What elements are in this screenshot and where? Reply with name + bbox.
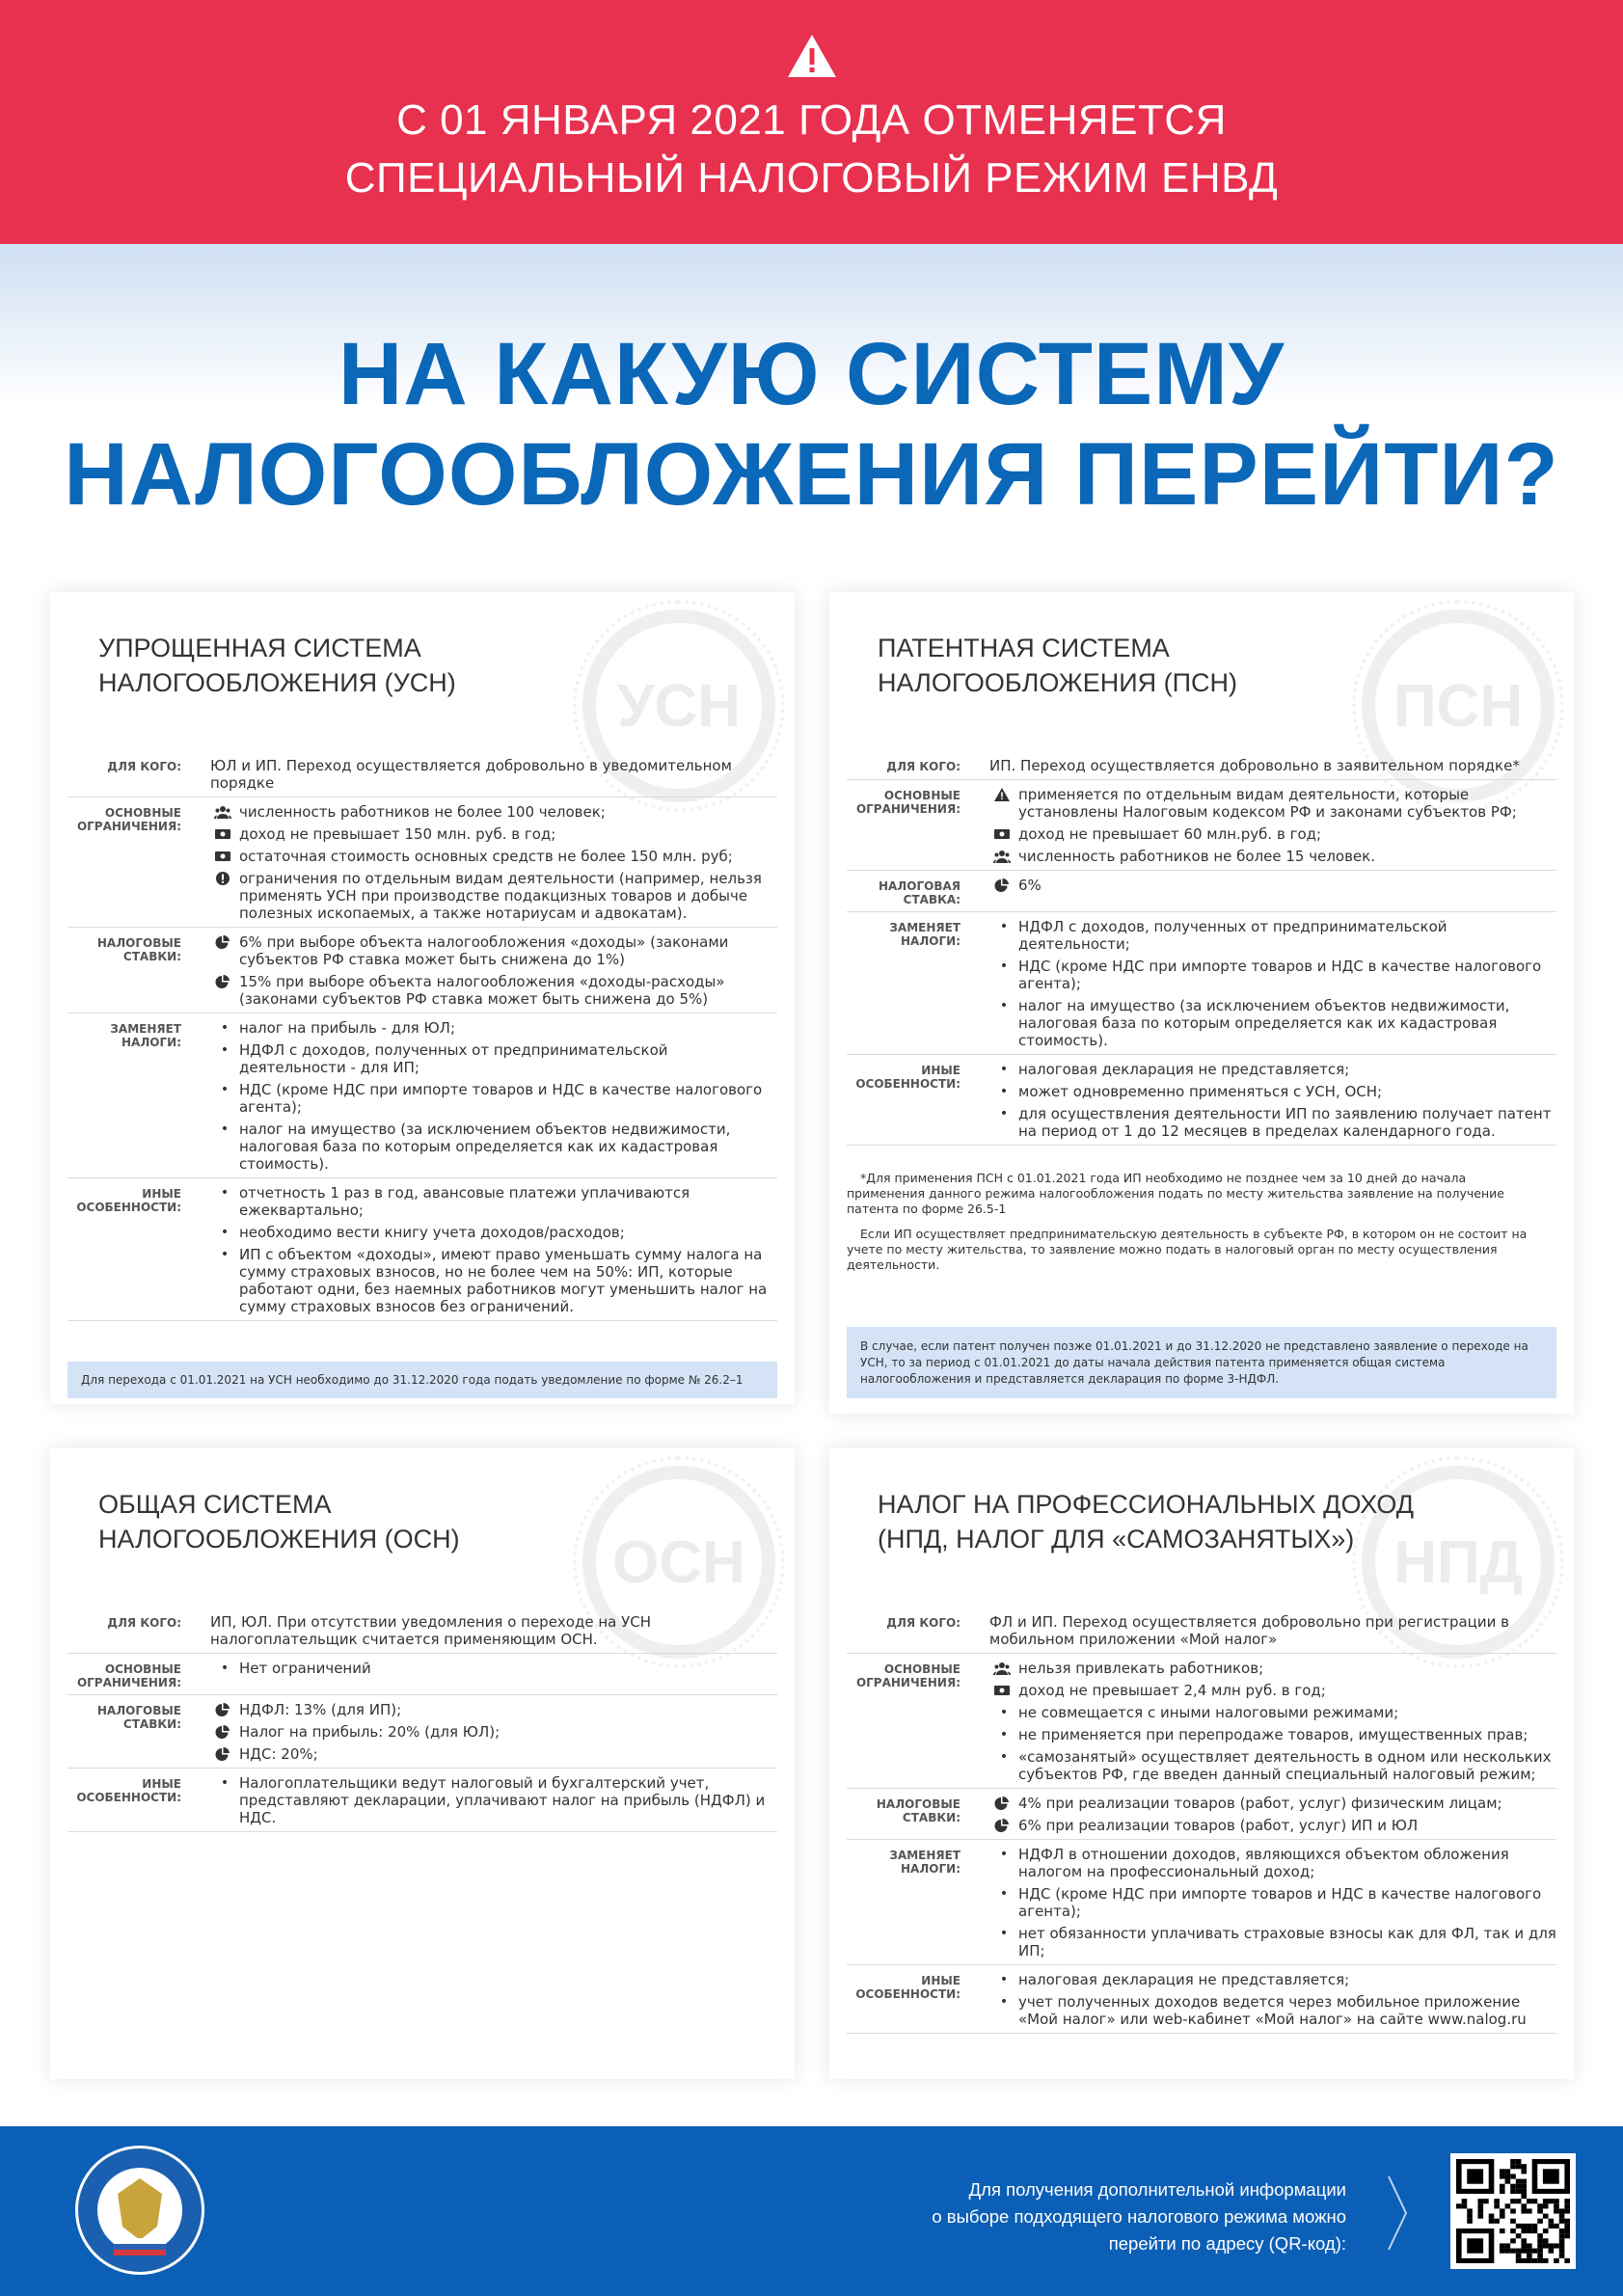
info-row (68, 797, 777, 928)
row-label: ОСНОВНЫЕ ОГРАНИЧЕНИЯ: (76, 1662, 181, 1689)
bullet-icon: • (220, 1661, 230, 1676)
row-content (187, 1701, 777, 1763)
pie-icon (210, 973, 239, 1008)
list-item (210, 1081, 777, 1116)
list-item (989, 1795, 1556, 1812)
item-text: применяется по отдельным видам деятельности, которые установлены Налоговым кодексом РФ и законами субъектов РФ; (1018, 786, 1517, 821)
row-label: НАЛОГОВЫЕ СТАВКИ: (876, 1797, 960, 1824)
bullet-icon: • (999, 1847, 1009, 1862)
item-text: учет полученных доходов ведется через мобильное приложение «Мой налог» или web-кабинет «Мой налог» на сайте www.nalog.ru (1018, 1993, 1527, 2028)
list-item (989, 997, 1556, 1049)
item-text: 6% (1018, 877, 1041, 894)
list-item (989, 958, 1556, 992)
row-label: ОСНОВНЫЕ ОГРАНИЧЕНИЯ: (855, 1662, 960, 1689)
card-npd (829, 1448, 1574, 2079)
item-text: НДС (кроме НДС при импорте товаров и НДС в качестве налогового агента); (1018, 958, 1542, 992)
bullet-icon: • (999, 998, 1009, 1013)
list-item (989, 1726, 1556, 1743)
item-text: доход не превышает 60 млн.руб. в год; (1018, 825, 1322, 843)
money-icon (210, 848, 239, 865)
list-item (989, 1846, 1556, 1880)
money-icon (989, 825, 1018, 843)
pie-icon (210, 1701, 239, 1718)
list-item (989, 786, 1556, 821)
row-content (966, 918, 1556, 1049)
bullet-icon: • (999, 919, 1009, 934)
headline-line-1: НА КАКУЮ СИСТЕМУ (338, 325, 1285, 423)
headline-line-2: НАЛОГООБЛОЖЕНИЯ ПЕРЕЙТИ? (64, 425, 1559, 524)
bullet-icon: • (999, 1062, 1009, 1077)
item-text: налог на имущество (за исключением объектов недвижимости, налоговая база по которым определяется как их кадастровая стоимость). (1018, 997, 1510, 1049)
row-label: НАЛОГОВЫЕ СТАВКИ: (96, 1704, 181, 1731)
info-icon (210, 870, 239, 922)
item-text: «самозанятый» осуществляет деятельность в одном или нескольких субъектов РФ, где введен данный специальный налоговый режим; (1018, 1748, 1552, 1783)
list-item (210, 803, 777, 821)
bullet-icon: • (220, 1225, 230, 1240)
item-text: 15% при выборе объекта налогообложения «доходы-расходы» (законами субъектов РФ ставка может быть снижена до 5%) (239, 973, 725, 1008)
item-text: НДФЛ с доходов, полученных от предпринимательской деятельности - для ИП; (239, 1041, 668, 1076)
info-row (847, 912, 1556, 1055)
bullet-icon: • (220, 1775, 230, 1791)
item-text: 4% при реализации товаров (работ, услуг) физическим лицам; (1018, 1795, 1502, 1812)
psn-seal: ПСН (1362, 609, 1555, 802)
info-row (68, 1607, 777, 1654)
list-item (210, 1660, 777, 1677)
row-text: ФЛ и ИП. Переход осуществляется добровольно при регистрации в мобильном приложении «Мой налог» (989, 1613, 1509, 1648)
bullet-icon: • (999, 1106, 1009, 1121)
item-text: доход не превышает 2,4 млн руб. в год; (1018, 1682, 1326, 1699)
list-item (210, 1184, 777, 1219)
item-text: не применяется при перепродаже товаров, имущественных прав; (1018, 1726, 1528, 1743)
list-item (210, 973, 777, 1008)
info-row (68, 1654, 777, 1695)
row-label: ЗАМЕНЯЕТ НАЛОГИ: (889, 921, 960, 948)
list-item (210, 848, 777, 865)
row-content (187, 803, 777, 922)
banner-line-2: СПЕЦИАЛЬНЫЙ НАЛОГОВЫЙ РЕЖИМ ЕНВД (344, 154, 1279, 202)
npd-seal: НПД (1362, 1466, 1555, 1659)
bullet-icon: • (999, 1926, 1009, 1941)
row-text: ИП. Переход осуществляется добровольно в заявительном порядке* (989, 757, 1520, 774)
item-text: НДФЛ в отношении доходов, являющихся объектом обложения налогом на профессиональный доход; (1018, 1846, 1509, 1880)
row-label: ДЛЯ КОГО: (886, 760, 960, 773)
bullet-icon: • (999, 1886, 1009, 1902)
bullet-icon: • (999, 959, 1009, 974)
list-item (210, 1224, 777, 1241)
bullet-icon: • (999, 1972, 1009, 1987)
list-item (989, 1660, 1556, 1677)
card-usn (50, 592, 795, 1404)
pie-icon (210, 1745, 239, 1763)
bullet-icon: • (220, 1020, 230, 1036)
row-text: ЮЛ и ИП. Переход осуществляется добровольно в уведомительном порядке (210, 757, 732, 792)
pie-icon (989, 877, 1018, 894)
item-text: Налог на прибыль: 20% (для ЮЛ); (239, 1723, 500, 1741)
row-label: ЗАМЕНЯЕТ НАЛОГИ: (889, 1849, 960, 1876)
list-item (210, 1774, 777, 1826)
list-item (210, 1745, 777, 1763)
item-text: налоговая декларация не представляется; (1018, 1971, 1350, 1988)
row-label: ИНЫЕ ОСОБЕННОСТИ: (855, 1974, 960, 2001)
info-row (68, 1769, 777, 1832)
bullet-icon: • (220, 1082, 230, 1097)
row-label: ИНЫЕ ОСОБЕННОСТИ: (855, 1064, 960, 1091)
info-row (847, 1654, 1556, 1789)
row-content (187, 1774, 777, 1826)
money-icon (210, 825, 239, 843)
bullet-icon: • (220, 1042, 230, 1058)
list-item (989, 1061, 1556, 1078)
osn-rows (68, 1607, 777, 1832)
item-text: НДФЛ с доходов, полученных от предпринимательской деятельности; (1018, 918, 1447, 953)
footer (0, 2126, 1623, 2296)
item-text: нельзя привлекать работников; (1018, 1660, 1264, 1677)
item-text: Нет ограничений (239, 1660, 371, 1677)
list-item (210, 933, 777, 968)
row-label: ИНЫЕ ОСОБЕННОСТИ: (76, 1777, 181, 1804)
people-icon (210, 803, 239, 821)
list-item (989, 1704, 1556, 1721)
list-item (989, 918, 1556, 953)
row-content (187, 1660, 777, 1689)
row-label: ДЛЯ КОГО: (886, 1616, 960, 1630)
psn-footnote-2: Если ИП осуществляет предпринимательскую деятельность в субъекте РФ, в котором он не состоит на учете по месту жительства, то заявление можно подать в налоговый орган по месту осуществления деятельности. (847, 1227, 1528, 1272)
list-item (210, 1019, 777, 1037)
list-item (210, 1121, 777, 1173)
pie-icon (210, 1723, 239, 1741)
money-icon (989, 1682, 1018, 1699)
bullet-icon: • (220, 1185, 230, 1201)
info-row (847, 1789, 1556, 1840)
info-row (68, 1178, 777, 1321)
info-row (847, 871, 1556, 912)
info-row (847, 780, 1556, 871)
row-label: НАЛОГОВАЯ СТАВКА: (878, 879, 960, 906)
osn-seal: ОСН (582, 1466, 775, 1659)
list-item (989, 877, 1556, 894)
list-item (989, 1682, 1556, 1699)
alert-banner (0, 0, 1623, 244)
list-item (989, 1993, 1556, 2028)
item-text: налог на имущество (за исключением объектов недвижимости, налоговая база по которым определяется как их кадастровая стоимость). (239, 1121, 731, 1173)
info-row (68, 751, 777, 797)
card-osn (50, 1448, 795, 2079)
item-text: остаточная стоимость основных средств не более 150 млн. руб; (239, 848, 733, 865)
item-text: необходимо вести книгу учета доходов/расходов; (239, 1224, 625, 1241)
item-text: ограничения по отдельным видам деятельности (например, нельзя применять УСН при производстве подакцизных товаров и добыче полезных ископаемых, а также нотариусам и адвокатам). (239, 870, 762, 922)
item-text: ИП с объектом «доходы», имеют право уменьшать сумму налога на сумму страховых взносов, но не более чем на 50%: ИП, которые работают одни, без наемных работников могут уменьшить налог на сумму страховых взносов без ограничений. (239, 1246, 768, 1315)
bullet-icon: • (220, 1247, 230, 1262)
bullet-icon: • (220, 1121, 230, 1137)
info-row (847, 1965, 1556, 2034)
info-row (847, 1055, 1556, 1146)
item-text: доход не превышает 150 млн. руб. в год; (239, 825, 556, 843)
row-content (187, 933, 777, 1008)
row-label: ЗАМЕНЯЕТ НАЛОГИ: (110, 1022, 181, 1049)
item-text: для осуществления деятельности ИП по заявлению получает патент на период от 1 до 12 месяцев в пределах календарного года. (1018, 1105, 1552, 1140)
psn-footnote-1: *Для применения ПСН с 01.01.2021 года ИП необходимо не позднее чем за 10 дней до начала применения данного режима налогообложения подать по месту жительства заявление на получение патента по форме 26.5-1 (847, 1171, 1504, 1216)
row-text: ИП, ЮЛ. При отсутствии уведомления о переходе на УСН налогоплательщик считается применяющим ОСН. (210, 1613, 652, 1648)
row-content (966, 1660, 1556, 1783)
card-title: ОБЩАЯ СИСТЕМА НАЛОГООБЛОЖЕНИЯ (ОСН) (98, 1490, 460, 1553)
banner-line-1: С 01 ЯНВАРЯ 2021 ГОДА ОТМЕНЯЕТСЯ (396, 96, 1227, 144)
pie-icon (989, 1817, 1018, 1834)
row-content (966, 1846, 1556, 1959)
item-text: 6% при выборе объекта налогообложения «доходы» (законами субъектов РФ ставка может быть снижена до 1%) (239, 933, 729, 968)
row-content (966, 1971, 1556, 2028)
item-text: Налогоплательщики ведут налоговый и бухгалтерский учет, представляют декларации, уплачивают налог на прибыль (НДФЛ) и НДС. (239, 1774, 766, 1826)
pie-icon (989, 1795, 1018, 1812)
usn-rows (68, 751, 777, 1321)
row-content (966, 786, 1556, 865)
card-title: УПРОЩЕННАЯ СИСТЕМА НАЛОГООБЛОЖЕНИЯ (УСН) (98, 634, 456, 697)
list-item (989, 1105, 1556, 1140)
list-item (210, 870, 777, 922)
pie-icon (210, 933, 239, 968)
row-content (187, 1184, 777, 1315)
item-text: не совмещается с иными налоговыми режимами; (1018, 1704, 1399, 1721)
chevron-right-icon (1386, 2174, 1409, 2252)
info-row (847, 1840, 1556, 1965)
people-icon (989, 1660, 1018, 1677)
list-item (210, 825, 777, 843)
info-row (68, 1695, 777, 1769)
list-item (210, 1723, 777, 1741)
row-label: ОСНОВНЫЕ ОГРАНИЧЕНИЯ: (855, 789, 960, 816)
item-text: 6% при реализации товаров (работ, услуг) ИП и ЮЛ (1018, 1817, 1419, 1834)
row-content (966, 1613, 1556, 1648)
row-label: ДЛЯ КОГО: (107, 760, 181, 773)
item-text: нет обязанности уплачивать страховые взносы как для ФЛ, так и для ИП; (1018, 1925, 1556, 1959)
fns-emblem-logo (75, 2146, 204, 2275)
info-row (68, 1013, 777, 1178)
item-text: отчетность 1 раз в год, авансовые платежи уплачиваются ежеквартально; (239, 1184, 690, 1219)
bullet-icon: • (999, 1705, 1009, 1720)
row-label: ИНЫЕ ОСОБЕННОСТИ: (76, 1187, 181, 1214)
npd-rows (847, 1607, 1556, 2034)
item-text: НДС (кроме НДС при импорте товаров и НДС в качестве налогового агента); (239, 1081, 763, 1116)
list-item (210, 1701, 777, 1718)
card-psn (829, 592, 1574, 1414)
item-text: численность работников не более 100 человек; (239, 803, 606, 821)
psn-note: В случае, если патент получен позже 01.01.2021 и до 31.12.2020 не представлено заявление о переходе на УСН, то за период с 01.01.2021 до даты начала действия патента применяется общая система налогообложения и представляется декларация по форме 3-НДФЛ. (847, 1327, 1556, 1398)
list-item (210, 1041, 777, 1076)
info-row (68, 928, 777, 1013)
usn-note: Для перехода с 01.01.2021 на УСН необходимо до 31.12.2020 года подать уведомление по форме № 26.2–1 (68, 1362, 777, 1398)
list-item (989, 1817, 1556, 1834)
item-text: НДС (кроме НДС при импорте товаров и НДС в качестве налогового агента); (1018, 1885, 1542, 1920)
item-text: налог на прибыль - для ЮЛ; (239, 1019, 456, 1037)
row-content (966, 757, 1556, 774)
row-label: ОСНОВНЫЕ ОГРАНИЧЕНИЯ: (76, 806, 181, 833)
warning-icon (786, 33, 838, 79)
people-icon (989, 848, 1018, 865)
list-item (989, 1925, 1556, 1959)
row-content (187, 1019, 777, 1173)
list-item (989, 1885, 1556, 1920)
list-item (989, 848, 1556, 865)
info-row (847, 1607, 1556, 1654)
row-label: НАЛОГОВЫЕ СТАВКИ: (96, 936, 181, 963)
row-label: ДЛЯ КОГО: (107, 1616, 181, 1630)
warning-icon (989, 786, 1018, 821)
footer-info-text: Для получения дополнительной информации о выборе подходящего налогового режима можно перейти по адресу (QR-код): (932, 2179, 1346, 2254)
bullet-icon: • (999, 1084, 1009, 1099)
bullet-icon: • (999, 1749, 1009, 1765)
item-text: НДФЛ: 13% (для ИП); (239, 1701, 402, 1718)
qr-code[interactable] (1450, 2153, 1576, 2269)
list-item (989, 1083, 1556, 1100)
item-text: НДС: 20%; (239, 1745, 318, 1763)
usn-seal: УСН (582, 609, 775, 802)
card-title: ПАТЕНТНАЯ СИСТЕМА НАЛОГООБЛОЖЕНИЯ (ПСН) (878, 634, 1238, 697)
list-item (989, 1748, 1556, 1783)
info-row (847, 751, 1556, 780)
list-item (989, 1971, 1556, 1988)
row-content (187, 1613, 777, 1648)
psn-rows (847, 751, 1556, 1146)
row-content (966, 877, 1556, 906)
row-content (966, 1061, 1556, 1140)
row-content (966, 1795, 1556, 1834)
item-text: может одновременно применяться с УСН, ОСН; (1018, 1083, 1383, 1100)
card-title: НАЛОГ НА ПРОФЕССИОНАЛЬНЫХ ДОХОД (НПД, НАЛОГ ДЛЯ «САМОЗАНЯТЫХ») (878, 1490, 1415, 1553)
row-content (187, 757, 777, 792)
bullet-icon: • (999, 1994, 1009, 2010)
list-item (210, 1246, 777, 1315)
list-item (989, 825, 1556, 843)
bullet-icon: • (999, 1727, 1009, 1742)
item-text: численность работников не более 15 человек. (1018, 848, 1375, 865)
item-text: налоговая декларация не представляется; (1018, 1061, 1350, 1078)
